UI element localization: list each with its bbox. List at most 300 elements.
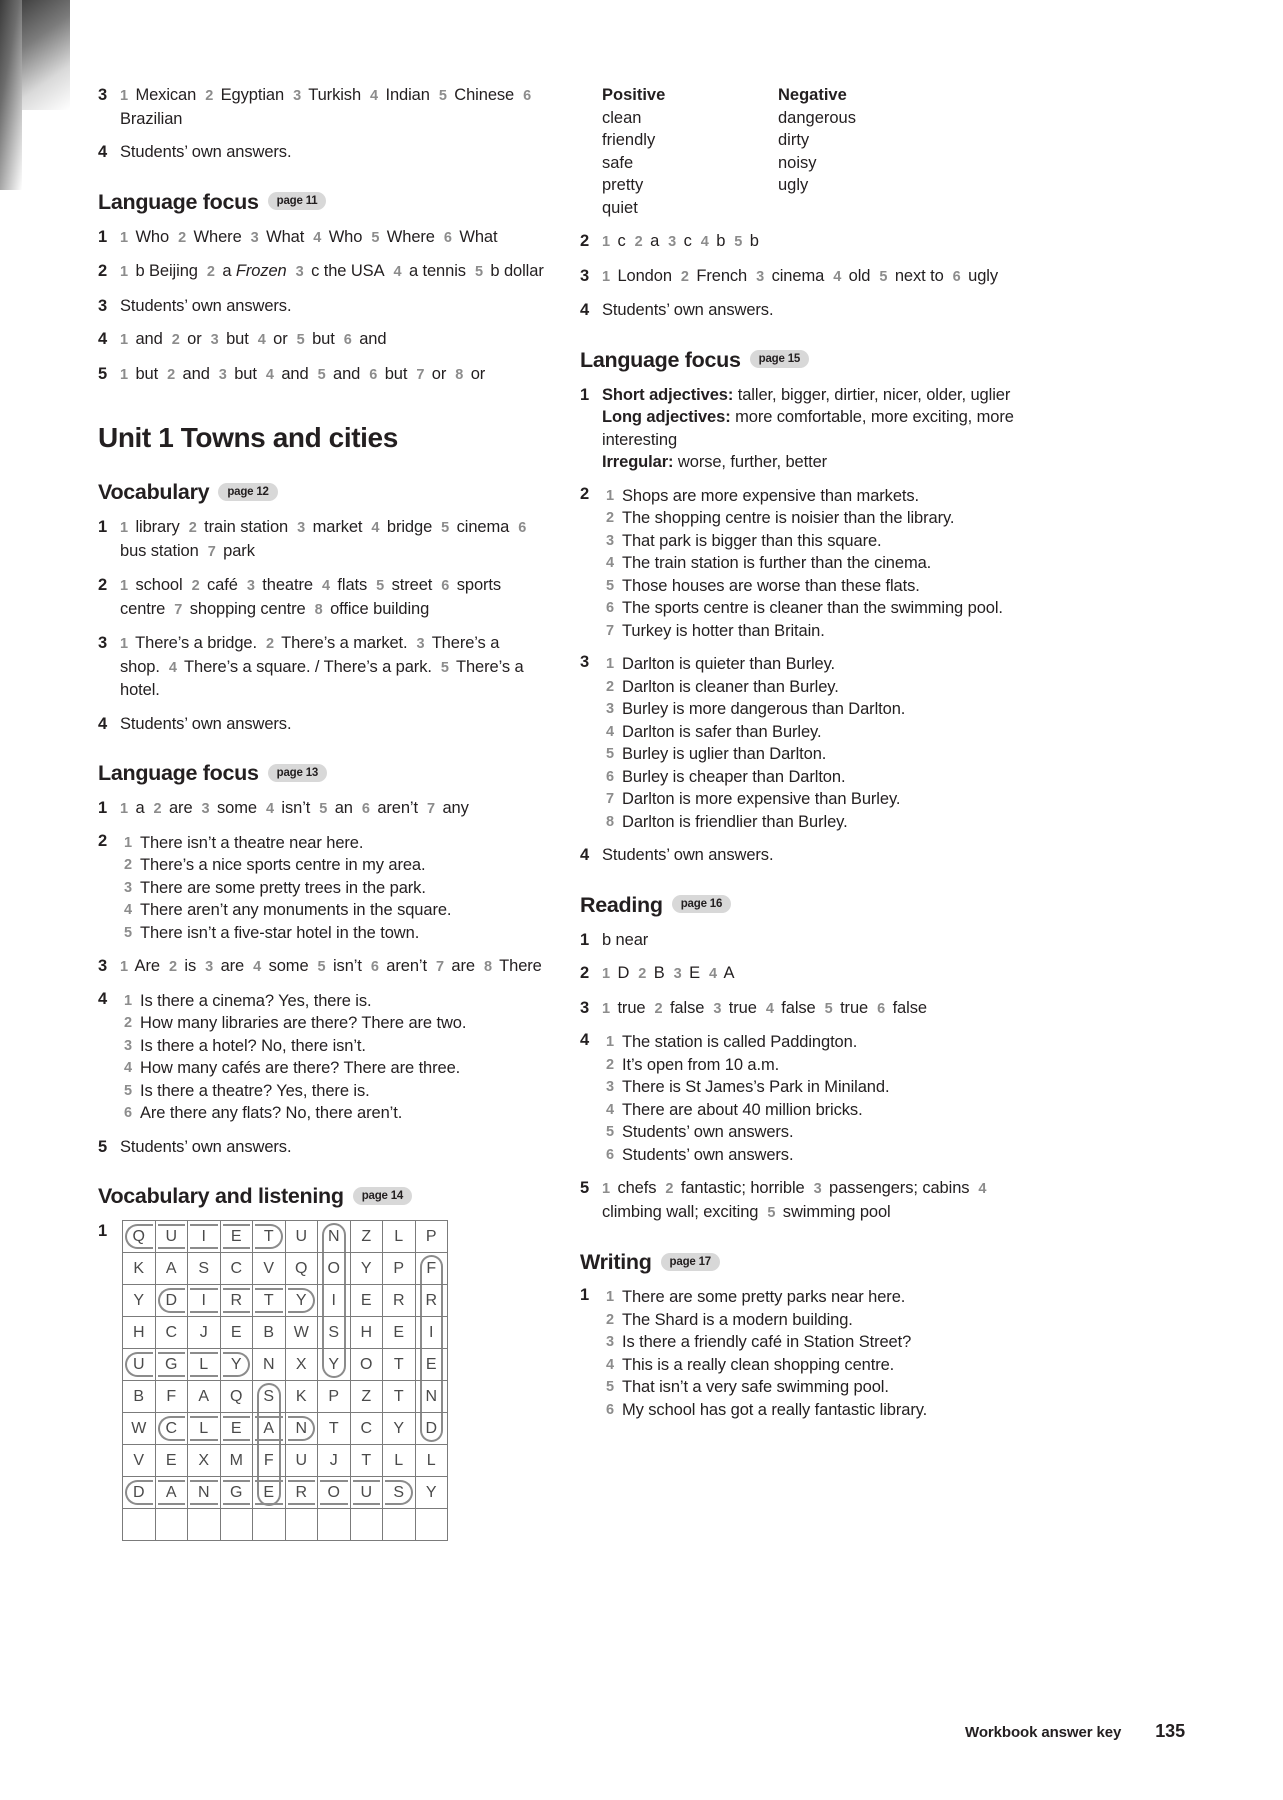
item-number: 3 xyxy=(606,1334,614,1350)
wordsearch-cell[interactable] xyxy=(318,1349,351,1381)
wordsearch-exercise xyxy=(98,1220,558,1541)
item-answer: Chinese xyxy=(454,86,515,104)
item-number: 7 xyxy=(174,601,183,618)
wordsearch-cell[interactable] xyxy=(383,1477,416,1509)
item-number: 1 xyxy=(120,959,128,975)
item-number: 3 xyxy=(606,1079,614,1095)
wordsearch-cell[interactable] xyxy=(188,1317,221,1349)
exercise-2-vocab-listening xyxy=(580,230,1050,254)
item-number: 3 xyxy=(201,801,210,817)
positive-negative-table xyxy=(602,84,1050,219)
wordsearch-cell[interactable] xyxy=(155,1477,188,1509)
adjective-group-label: Short adjectives: xyxy=(602,385,734,404)
wordsearch-letter: I xyxy=(201,1227,206,1245)
answer-line-list xyxy=(120,990,558,1125)
answer-line xyxy=(120,832,558,855)
item-answer: fantastic; horrible xyxy=(680,1179,805,1197)
exercise-1-vocab12 xyxy=(98,516,558,563)
wordsearch-cell[interactable] xyxy=(155,1349,188,1381)
item-number: 6 xyxy=(877,1000,886,1017)
item-answer: c the USA xyxy=(311,262,385,280)
item-number: 4 xyxy=(313,229,322,246)
wordsearch-letter: X xyxy=(198,1451,210,1469)
table-row xyxy=(602,129,1050,152)
wordsearch-letter: Y xyxy=(360,1259,372,1277)
wordsearch-cell[interactable] xyxy=(415,1381,448,1413)
exercise-5-lf13 xyxy=(98,1136,558,1159)
wordsearch-letter: I xyxy=(429,1323,434,1341)
wordsearch-cell[interactable] xyxy=(318,1413,351,1445)
item-answer: or xyxy=(273,330,288,348)
exercise-number: 4 xyxy=(580,301,590,319)
answer-line xyxy=(120,877,558,900)
item-number: 5 xyxy=(438,88,447,104)
wordsearch-row xyxy=(123,1317,448,1349)
wordsearch-letter: L xyxy=(394,1227,404,1245)
wordsearch-letter: B xyxy=(263,1323,275,1341)
wordsearch-cell[interactable] xyxy=(318,1509,351,1541)
wordsearch-cell[interactable] xyxy=(220,1221,253,1253)
answer-inline-list xyxy=(602,267,998,285)
exercise-2-lf15 xyxy=(580,485,1050,643)
item-number: 1 xyxy=(124,834,132,851)
item-answer: aren’t xyxy=(386,957,427,975)
wordsearch-cell[interactable] xyxy=(415,1221,448,1253)
answer-line xyxy=(120,1080,558,1103)
adjective-group-label: Irregular: xyxy=(602,453,674,471)
wordsearch-cell[interactable] xyxy=(253,1253,286,1285)
item-answer: or xyxy=(470,364,486,383)
item-answer: Egyptian xyxy=(220,86,285,104)
wordsearch-letter: D xyxy=(165,1291,178,1309)
item-answer: The Shard is a modern building. xyxy=(622,1310,853,1329)
wordsearch-letter: D xyxy=(132,1483,145,1501)
wordsearch-cell[interactable] xyxy=(155,1285,188,1317)
item-answer: some xyxy=(217,799,257,817)
item-answer: an xyxy=(334,799,353,817)
wordsearch-cell[interactable] xyxy=(350,1445,383,1477)
answer-inline-list xyxy=(120,634,524,699)
wordsearch-cell[interactable] xyxy=(318,1381,351,1413)
wordsearch-letter: K xyxy=(133,1259,145,1277)
exercise-number: 4 xyxy=(98,714,108,733)
item-number: 2 xyxy=(654,1000,663,1017)
wordsearch-cell[interactable] xyxy=(350,1221,383,1253)
wordsearch-cell[interactable] xyxy=(123,1317,156,1349)
wordsearch-cell[interactable] xyxy=(318,1445,351,1477)
exercise-4-lf13 xyxy=(98,990,558,1125)
answer-line xyxy=(602,620,1050,643)
wordsearch-cell[interactable] xyxy=(285,1381,318,1413)
wordsearch-cell[interactable] xyxy=(155,1253,188,1285)
item-answer: and xyxy=(182,364,210,383)
wordsearch-letter: O xyxy=(327,1483,340,1501)
wordsearch-cell[interactable] xyxy=(188,1285,221,1317)
wordsearch-cell[interactable] xyxy=(188,1413,221,1445)
wordsearch-cell[interactable] xyxy=(350,1349,383,1381)
wordsearch-cell[interactable] xyxy=(188,1509,221,1541)
exercise-number: 2 xyxy=(98,576,108,594)
wordsearch-cell[interactable] xyxy=(383,1285,416,1317)
wordsearch-letter: N xyxy=(197,1483,210,1501)
item-answer: Is there a hotel? No, there isn’t. xyxy=(140,1036,366,1055)
item-number: 5 xyxy=(606,577,614,594)
exercise-4-vocab-listening xyxy=(580,299,1050,322)
answer-line xyxy=(602,1399,1050,1422)
wordsearch-cell[interactable] xyxy=(220,1253,253,1285)
item-number: 4 xyxy=(265,366,274,383)
item-answer: and xyxy=(135,330,163,348)
wordsearch-letter: D xyxy=(425,1419,438,1437)
item-number: 4 xyxy=(168,659,177,676)
wordsearch-cell[interactable] xyxy=(253,1381,286,1413)
column-header-positive: Positive xyxy=(602,86,666,104)
wordsearch-cell[interactable] xyxy=(253,1413,286,1445)
wordsearch-cell[interactable] xyxy=(285,1509,318,1541)
item-number: 6 xyxy=(441,578,450,594)
page-number: 135 xyxy=(1155,1721,1185,1741)
negative-word: ugly xyxy=(778,176,809,194)
wordsearch-cell[interactable] xyxy=(155,1221,188,1253)
answer-line xyxy=(602,1031,1050,1054)
wordsearch-cell[interactable] xyxy=(285,1221,318,1253)
item-answer: isn’t xyxy=(332,957,362,975)
item-answer: There aren’t any monuments in the square. xyxy=(140,901,452,919)
wordsearch-letter: R xyxy=(295,1483,308,1501)
exercise-3-starter xyxy=(98,84,558,130)
wordsearch-cell[interactable] xyxy=(415,1317,448,1349)
item-number: 3 xyxy=(668,234,677,250)
wordsearch-cell[interactable] xyxy=(350,1285,383,1317)
item-answer: The train station is further than the cinema. xyxy=(622,554,932,572)
wordsearch-cell[interactable] xyxy=(350,1381,383,1413)
table-row xyxy=(602,107,1050,130)
wordsearch-cell[interactable] xyxy=(383,1381,416,1413)
item-answer: street xyxy=(391,576,433,594)
wordsearch-cell[interactable] xyxy=(415,1413,448,1445)
wordsearch-cell[interactable] xyxy=(415,1285,448,1317)
section-heading-language-focus-13 xyxy=(98,761,558,786)
item-number: 3 xyxy=(250,229,259,246)
item-answer: b xyxy=(716,232,726,250)
wordsearch-cell[interactable] xyxy=(220,1445,253,1477)
answer-line xyxy=(120,899,558,922)
wordsearch-letter: S xyxy=(328,1323,340,1341)
item-answer: isn’t xyxy=(281,799,311,817)
item-answer: The shopping centre is noisier than the library. xyxy=(622,509,955,527)
item-answer: but xyxy=(226,330,249,348)
wordsearch-cell[interactable] xyxy=(318,1317,351,1349)
item-number: 1 xyxy=(602,966,610,982)
item-number: 3 xyxy=(210,332,219,348)
exercise-number: 5 xyxy=(98,364,108,383)
wordsearch-letter: Q xyxy=(230,1387,243,1405)
wordsearch-cell[interactable] xyxy=(318,1285,351,1317)
item-number: 7 xyxy=(606,622,614,639)
wordsearch-cell[interactable] xyxy=(318,1253,351,1285)
item-number: 3 xyxy=(205,959,214,975)
exercise-2-vocab12 xyxy=(98,574,558,621)
wordsearch-cell[interactable] xyxy=(188,1381,221,1413)
wordsearch-cell[interactable] xyxy=(253,1509,286,1541)
item-answer: climbing wall; exciting xyxy=(602,1202,759,1221)
wordsearch-letter: N xyxy=(295,1419,308,1437)
negative-word: dirty xyxy=(778,131,810,149)
item-answer: but xyxy=(384,364,408,383)
wordsearch-cell[interactable] xyxy=(383,1509,416,1541)
page-reference-badge: page 15 xyxy=(750,350,809,368)
positive-word: friendly xyxy=(602,131,656,149)
item-answer: and xyxy=(359,330,387,348)
wordsearch-row xyxy=(123,1285,448,1317)
item-answer: train station xyxy=(204,518,289,536)
item-number: 1 xyxy=(120,366,128,383)
wordsearch-cell[interactable] xyxy=(285,1285,318,1317)
wordsearch-cell[interactable] xyxy=(415,1445,448,1477)
wordsearch-cell[interactable] xyxy=(415,1477,448,1509)
item-number: 5 xyxy=(317,366,326,383)
exercise-number: 1 xyxy=(580,1286,590,1304)
wordsearch-cell[interactable] xyxy=(253,1349,286,1381)
item-number: 2 xyxy=(124,1015,132,1031)
item-number: 3 xyxy=(673,966,682,982)
item-answer: Darlton is cleaner than Burley. xyxy=(622,677,839,696)
wordsearch-cell[interactable] xyxy=(220,1285,253,1317)
wordsearch-letter: E xyxy=(230,1323,242,1341)
exercise-5-reading xyxy=(580,1177,1050,1224)
item-number: 6 xyxy=(952,268,961,285)
section-heading-vocabulary-listening-14 xyxy=(98,1184,558,1209)
wordsearch-cell[interactable] xyxy=(123,1477,156,1509)
exercise-4-vocab12 xyxy=(98,713,558,736)
wordsearch-cell[interactable] xyxy=(318,1221,351,1253)
item-number: 3 xyxy=(297,520,306,536)
answer-line xyxy=(602,507,1050,530)
answer-line xyxy=(602,1144,1050,1167)
wordsearch-cell[interactable] xyxy=(285,1253,318,1285)
wordsearch-cell[interactable] xyxy=(415,1349,448,1381)
wordsearch-cell[interactable] xyxy=(155,1317,188,1349)
answer-line xyxy=(120,990,558,1013)
item-number: 1 xyxy=(606,1289,614,1305)
wordsearch-letter: Y xyxy=(133,1291,145,1309)
wordsearch-letter: N xyxy=(425,1387,438,1405)
answer-line xyxy=(602,698,1050,721)
exercise-3-vocab-listening xyxy=(580,265,1050,289)
answer-line xyxy=(602,597,1050,620)
wordsearch-cell[interactable] xyxy=(383,1317,416,1349)
item-answer: Shops are more expensive than markets. xyxy=(622,486,920,505)
answer-line-list xyxy=(602,485,1050,643)
wordsearch-cell[interactable] xyxy=(123,1413,156,1445)
item-number: 1 xyxy=(120,332,128,348)
scan-shadow-edge xyxy=(0,0,22,190)
wordsearch-cell[interactable] xyxy=(188,1349,221,1381)
answer-inline-list xyxy=(602,999,927,1017)
wordsearch-cell[interactable] xyxy=(383,1349,416,1381)
answer-inline-list xyxy=(120,365,485,383)
wordsearch-letter: Y xyxy=(425,1483,437,1501)
item-answer: What xyxy=(266,227,305,246)
positive-word: safe xyxy=(602,153,634,172)
page-footer xyxy=(965,1721,1185,1742)
answer-line xyxy=(602,1076,1050,1099)
exercise-number: 4 xyxy=(98,989,108,1008)
wordsearch-letter: L xyxy=(426,1451,436,1469)
wordsearch-cell[interactable] xyxy=(220,1413,253,1445)
answer-text: Students’ own answers. xyxy=(120,143,292,161)
item-number: 5 xyxy=(606,746,614,762)
wordsearch-cell[interactable] xyxy=(383,1445,416,1477)
wordsearch-row xyxy=(123,1445,448,1477)
wordsearch-cell[interactable] xyxy=(123,1253,156,1285)
wordsearch-cell[interactable] xyxy=(155,1413,188,1445)
item-number: 1 xyxy=(120,88,128,104)
item-answer: Is there a friendly café in Station Street? xyxy=(622,1333,912,1351)
wordsearch-cell[interactable] xyxy=(285,1349,318,1381)
wordsearch-cell[interactable] xyxy=(285,1317,318,1349)
wordsearch-cell[interactable] xyxy=(415,1509,448,1541)
item-number: 3 xyxy=(293,88,302,104)
wordsearch-letter: N xyxy=(327,1227,340,1245)
item-number: 7 xyxy=(416,366,425,383)
section-title: Language focus xyxy=(98,189,259,214)
item-number: 5 xyxy=(441,520,450,536)
wordsearch-cell[interactable] xyxy=(285,1445,318,1477)
wordsearch-cell[interactable] xyxy=(350,1253,383,1285)
wordsearch-cell[interactable] xyxy=(123,1285,156,1317)
item-number: 2 xyxy=(606,1056,614,1073)
item-number: 2 xyxy=(167,366,176,383)
wordsearch-cell[interactable] xyxy=(253,1477,286,1509)
wordsearch-cell[interactable] xyxy=(220,1381,253,1413)
wordsearch-cell[interactable] xyxy=(155,1445,188,1477)
exercise-3-lf11 xyxy=(98,295,558,318)
wordsearch-cell[interactable] xyxy=(123,1445,156,1477)
item-answer: a xyxy=(650,232,660,250)
item-answer: Indian xyxy=(385,86,430,104)
wordsearch-letter: J xyxy=(199,1323,208,1341)
wordsearch-cell[interactable] xyxy=(383,1221,416,1253)
item-answer: There’s a bridge. xyxy=(135,634,257,652)
item-answer: There isn’t a theatre near here. xyxy=(140,833,364,852)
answer-line xyxy=(120,1057,558,1080)
answer-line xyxy=(602,575,1050,598)
wordsearch-letter: O xyxy=(327,1259,340,1277)
answer-line xyxy=(602,1331,1050,1354)
item-number: 3 xyxy=(416,636,425,652)
item-answer: c xyxy=(683,232,692,250)
wordsearch-letter: Y xyxy=(328,1355,340,1373)
wordsearch-letter: U xyxy=(295,1451,308,1469)
item-answer: theatre xyxy=(262,576,313,594)
item-answer: swimming pool xyxy=(782,1202,891,1221)
wordsearch-cell[interactable] xyxy=(285,1413,318,1445)
wordsearch-cell[interactable] xyxy=(155,1509,188,1541)
wordsearch-letter: R xyxy=(230,1291,243,1309)
item-number: 7 xyxy=(606,791,614,807)
item-answer: E xyxy=(689,964,700,982)
wordsearch-letter: S xyxy=(393,1483,405,1501)
wordsearch-cell[interactable] xyxy=(123,1349,156,1381)
answer-text: Students’ own answers. xyxy=(602,846,774,864)
wordsearch-cell[interactable] xyxy=(188,1477,221,1509)
wordsearch-cell[interactable] xyxy=(285,1477,318,1509)
item-answer: bridge xyxy=(386,518,433,536)
section-title: Writing xyxy=(580,1250,652,1274)
wordsearch-cell[interactable] xyxy=(253,1285,286,1317)
wordsearch-cell[interactable] xyxy=(220,1317,253,1349)
exercise-number: 3 xyxy=(98,296,108,315)
wordsearch-cell[interactable] xyxy=(415,1253,448,1285)
wordsearch-cell[interactable] xyxy=(188,1221,221,1253)
exercise-5-lf11 xyxy=(98,363,558,387)
wordsearch-letter: T xyxy=(361,1451,372,1469)
wordsearch-cell[interactable] xyxy=(350,1413,383,1445)
wordsearch-cell[interactable] xyxy=(318,1477,351,1509)
wordsearch-letter: H xyxy=(132,1323,145,1341)
item-answer: Mexican xyxy=(135,86,197,104)
item-answer: a tennis xyxy=(408,262,466,280)
wordsearch-cell[interactable] xyxy=(220,1509,253,1541)
wordsearch-letter: E xyxy=(230,1227,242,1245)
wordsearch-row xyxy=(123,1381,448,1413)
item-answer: Darlton is more expensive than Burley. xyxy=(622,790,901,808)
item-answer: What xyxy=(459,227,498,246)
wordsearch-cell[interactable] xyxy=(155,1381,188,1413)
wordsearch-row xyxy=(123,1477,448,1509)
item-answer: It’s open from 10 a.m. xyxy=(622,1055,780,1074)
adjective-group-text: worse, further, better xyxy=(673,453,828,471)
answer-line-list xyxy=(602,653,1050,833)
positive-word: pretty xyxy=(602,176,644,194)
wordsearch-cell[interactable] xyxy=(253,1317,286,1349)
wordsearch-cell[interactable] xyxy=(220,1477,253,1509)
exercise-4-lf15 xyxy=(580,844,1050,867)
wordsearch-cell[interactable] xyxy=(383,1253,416,1285)
wordsearch-cell[interactable] xyxy=(383,1413,416,1445)
answer-line xyxy=(602,1099,1050,1122)
table-header-row xyxy=(602,84,1050,107)
wordsearch-cell[interactable] xyxy=(253,1221,286,1253)
exercise-number: 5 xyxy=(580,1179,590,1197)
item-answer: cinema xyxy=(456,518,510,536)
wordsearch-cell[interactable] xyxy=(220,1349,253,1381)
item-answer: My school has got a really fantastic library. xyxy=(622,1400,928,1419)
table-row xyxy=(602,174,1050,197)
wordsearch-cell[interactable] xyxy=(188,1253,221,1285)
item-answer: are xyxy=(168,799,193,817)
item-number: 4 xyxy=(606,723,614,740)
item-number: 4 xyxy=(393,264,402,280)
item-answer: b dollar xyxy=(490,262,544,280)
item-answer: Turkey is hotter than Britain. xyxy=(622,621,825,640)
item-number: 3 xyxy=(246,578,255,594)
wordsearch-cell[interactable] xyxy=(253,1445,286,1477)
wordsearch-cell[interactable] xyxy=(350,1477,383,1509)
wordsearch-cell[interactable] xyxy=(123,1221,156,1253)
exercise-2-lf11 xyxy=(98,260,558,284)
wordsearch-cell[interactable] xyxy=(188,1445,221,1477)
wordsearch-cell[interactable] xyxy=(350,1509,383,1541)
item-number: 3 xyxy=(606,701,614,717)
exercise-2-lf13 xyxy=(98,832,558,945)
wordsearch-cell[interactable] xyxy=(123,1381,156,1413)
wordsearch-cell[interactable] xyxy=(350,1317,383,1349)
wordsearch-cell[interactable] xyxy=(123,1509,156,1541)
item-answer: There’s a square. / There’s a park. xyxy=(184,657,432,676)
wordsearch-letter: I xyxy=(331,1291,336,1309)
